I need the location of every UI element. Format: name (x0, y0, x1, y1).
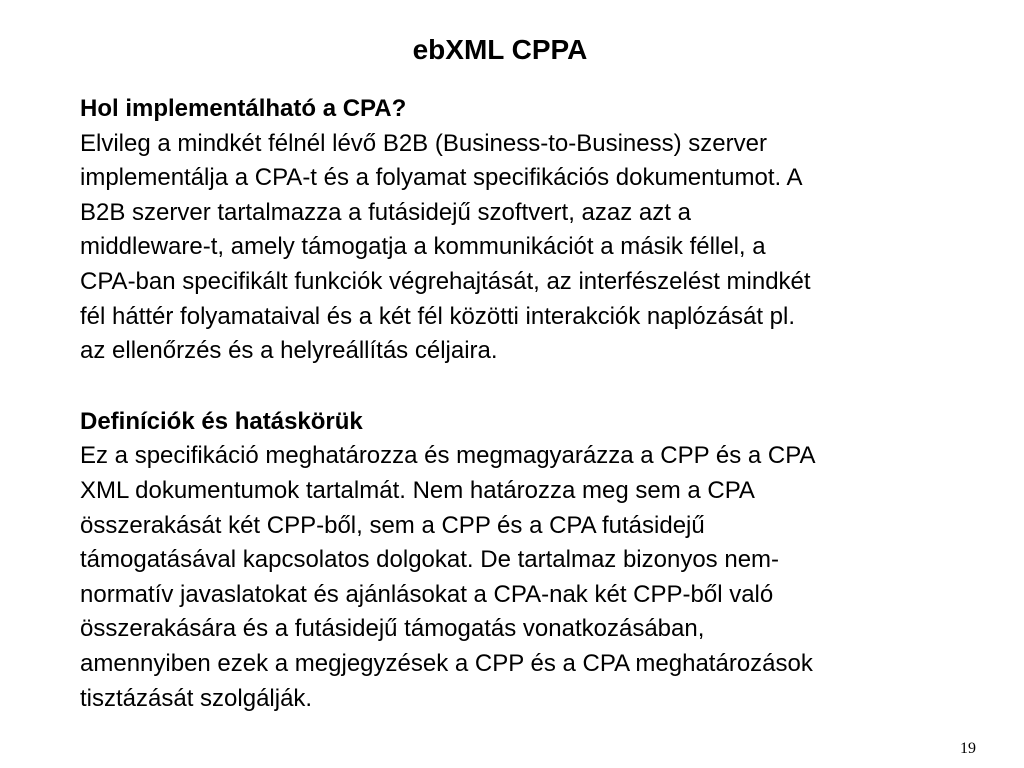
body-line: Ez a specifikáció meghatározza és megmagyarázza a CPP és a CPA (80, 442, 816, 470)
body-line: CPA-ban specifikált funkciók végrehajtását, az interfészelést mindkét (80, 267, 811, 295)
section-heading: Definíciók és hatáskörük (80, 407, 363, 435)
body-line: B2B szerver tartalmazza a futásidejű szoftvert, azaz azt a (80, 198, 691, 226)
body-line: összerakására és a futásidejű támogatás vonatkozásában, (80, 615, 705, 643)
body-line: XML dokumentumok tartalmát. Nem határozza meg sem a CPA (80, 476, 755, 504)
body-line: normatív javaslatokat és ajánlásokat a CPA-nak két CPP-ből való (80, 580, 774, 608)
body-line: fél háttér folyamataival és a két fél közötti interakciók naplózását pl. (80, 302, 796, 330)
body-line: middleware-t, amely támogatja a kommunikációt a másik féllel, a (80, 233, 766, 261)
section-heading: Hol implementálható a CPA? (80, 95, 407, 122)
page-number: 19 (960, 740, 976, 757)
slide-title: ebXML CPPA (412, 34, 588, 65)
body-line: támogatásával kapcsolatos dolgokat. De tartalmaz bizonyos nem- (80, 546, 780, 574)
slide-content (80, 92, 980, 752)
body-line: összerakását két CPP-ből, sem a CPP és a CPA futásidejű (80, 511, 705, 539)
body-line: amennyiben ezek a megjegyzések a CPP és a CPA meghatározások (80, 649, 813, 677)
section-definitions-scope (80, 405, 980, 716)
section-cpa-implementation (80, 92, 980, 369)
body-line: tisztázását szolgálják. (80, 684, 313, 712)
body-line: implementálja a CPA-t és a folyamat specifikációs dokumentumot. A (80, 164, 803, 192)
body-line: Elvileg a mindkét félnél lévő B2B (Business-to-Business) szerver (80, 129, 767, 157)
body-line: az ellenőrzés és a helyreállítás céljaira. (80, 337, 498, 365)
